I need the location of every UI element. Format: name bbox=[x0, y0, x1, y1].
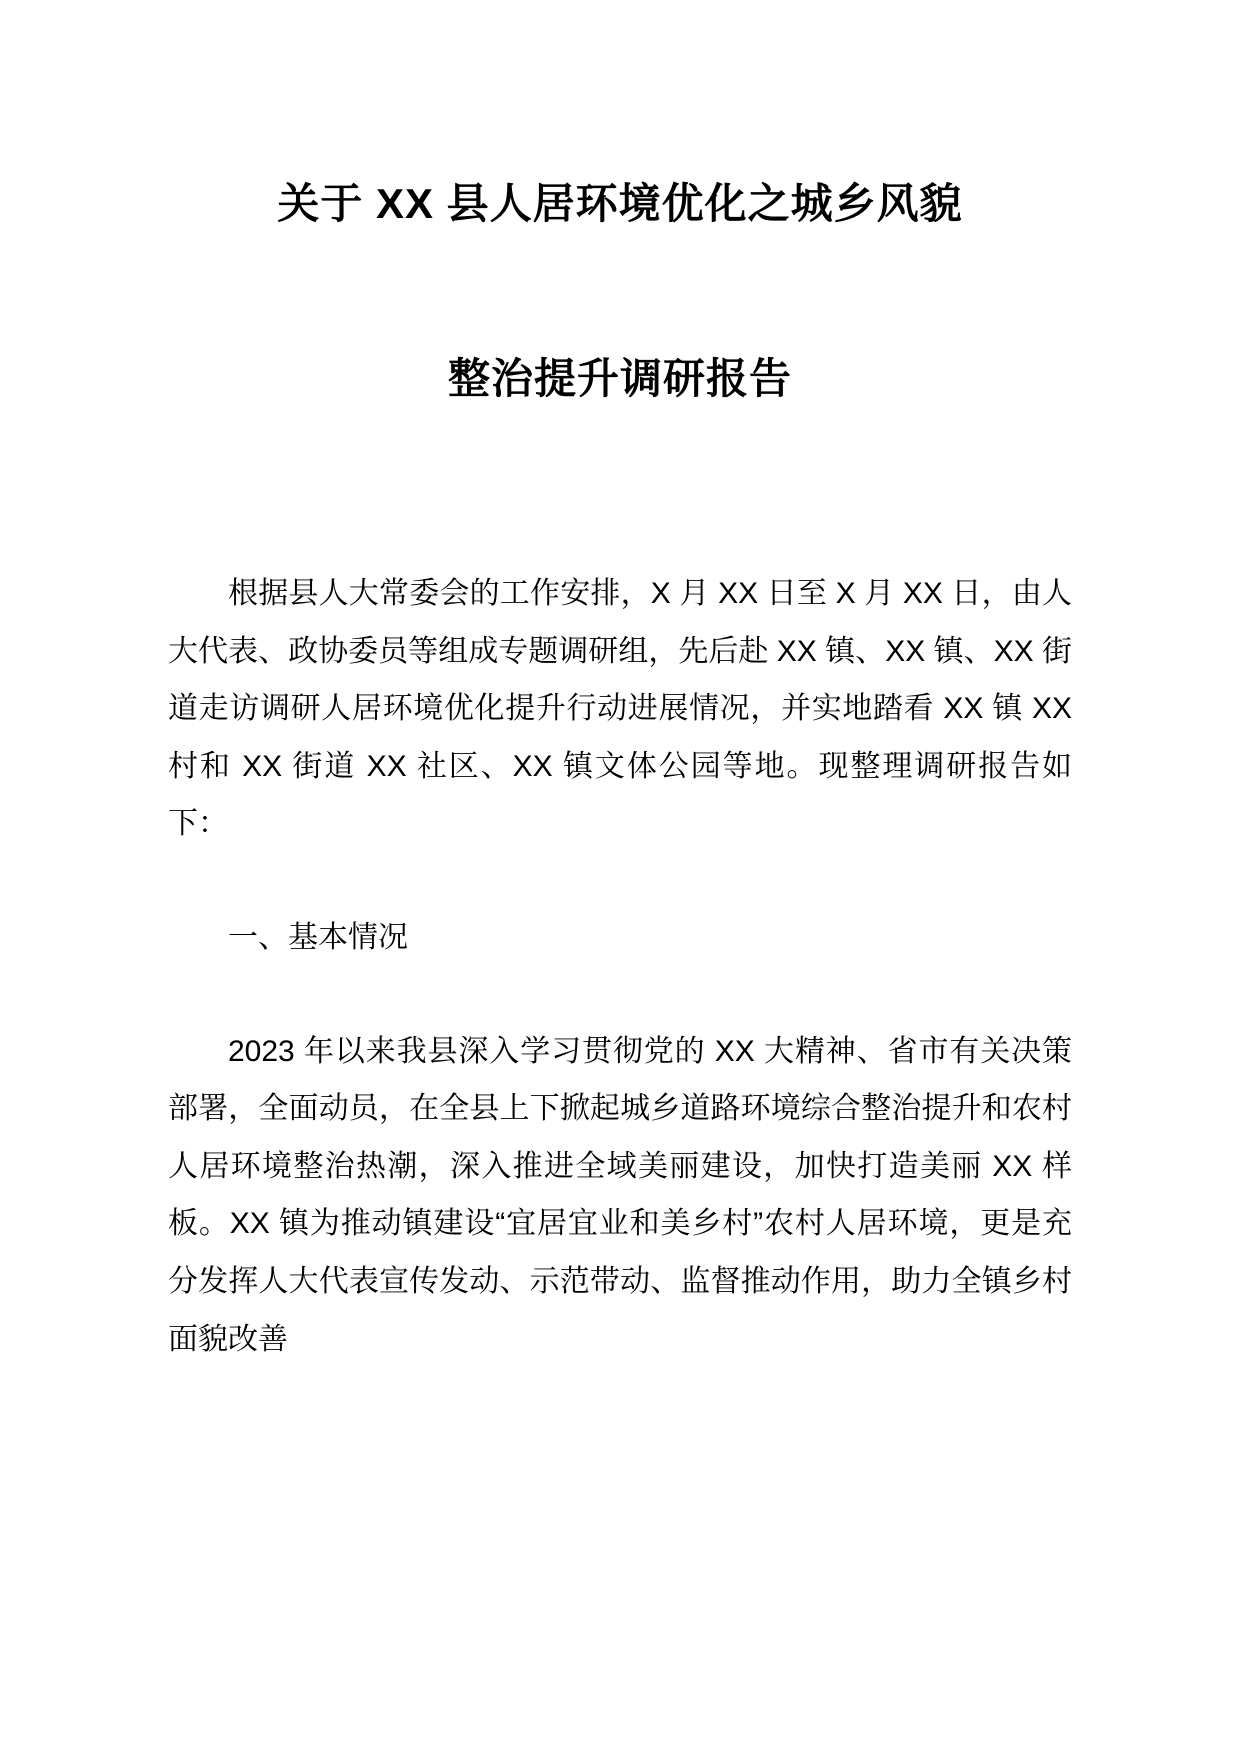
document-title-line-1: 关于 XX 县人居环境优化之城乡风貌 bbox=[277, 180, 963, 227]
document-title-line-2: 整治提升调研报告 bbox=[447, 354, 792, 402]
paragraph-intro: 根据县人大常委会的工作安排，X 月 XX 日至 X 月 XX 日，由人大代表、政协委员等组成专题调研组，先后赴 XX 镇、XX 镇、XX 街道走访调研人居环境优化提升行动进展情况，并实地踏看 XX 镇 XX 村和 XX 街道 XX 社区、XX 镇文体公园等地。现整理调研报告如下： bbox=[168, 577, 1072, 841]
paragraph-section-one-body: 2023 年以来我县深入学习贯彻党的 XX 大精神、省市有关决策部署，全面动员，在全县上下掀起城乡道路环境综合整治提升和农村人居环境整治热潮，深入推进全域美丽建设，加快打造美丽 XX 样板。XX 镇为推动镇建设“宜居宜业和美乡村”农村人居环境，更是充分发挥人大代表宣传发动、示范带动、监督推动作用，助力全镇乡村面貌改善 bbox=[168, 1034, 1072, 1356]
section-heading-basic-situation: 一、基本情况 bbox=[228, 920, 408, 954]
document-body bbox=[168, 565, 1072, 1368]
